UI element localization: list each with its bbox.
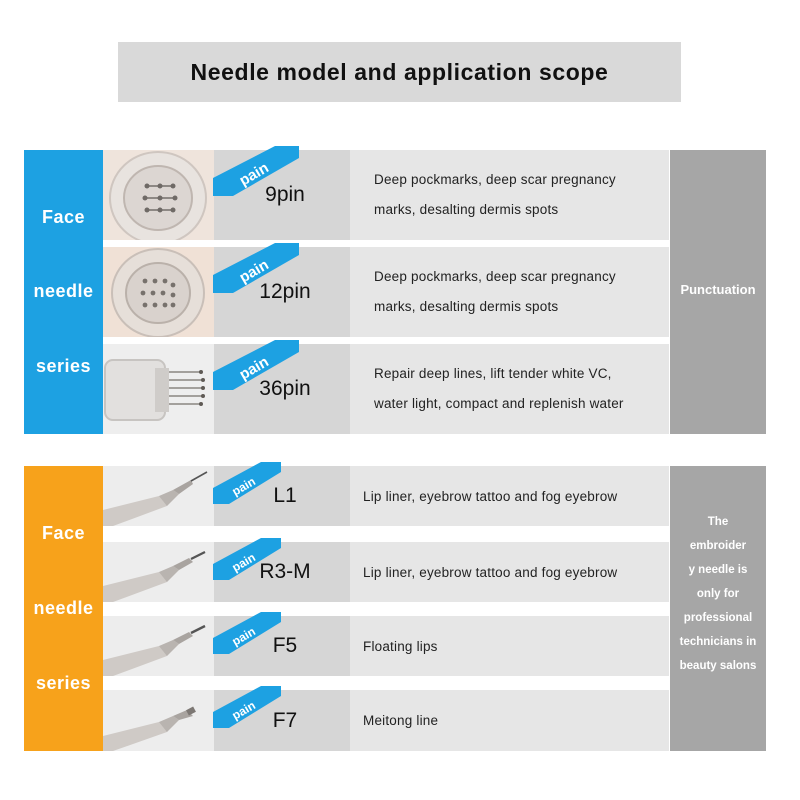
series-label	[24, 466, 103, 751]
application-desc	[350, 690, 669, 751]
desc-line: Lip liner, eyebrow tattoo and fog eyebrow	[363, 564, 618, 580]
needle-model: R3-M	[214, 542, 350, 602]
desc-line: Repair deep lines, lift tender white VC,	[374, 366, 612, 381]
series-label-word: Face	[41, 523, 86, 543]
desc-line: water light, compact and replenish water	[374, 396, 624, 411]
face-needle-series-embroidery	[24, 466, 766, 751]
pain-tag-text: pain	[229, 624, 258, 649]
pain-tag-icon	[209, 243, 299, 303]
desc-line: Lip liner, eyebrow tattoo and fog eyebrow	[363, 488, 618, 504]
pain-tag-text: pain	[229, 474, 258, 499]
needle-model: F5	[214, 616, 350, 676]
needle-model: 9pin	[214, 150, 350, 240]
application-desc	[350, 542, 669, 602]
application-desc	[350, 150, 669, 240]
pain-tag-text: pain	[229, 698, 258, 723]
page-title: Needle model and application scope	[118, 42, 681, 102]
application-scope-note: Punctuation	[670, 150, 766, 434]
series-label-word: needle	[33, 281, 94, 302]
pain-tag-text: pain	[236, 159, 272, 190]
needle-cartridge-image	[103, 690, 214, 751]
scope-line: embroider	[689, 539, 747, 552]
desc-line: Deep pockmarks, deep scar pregnancy	[374, 172, 616, 187]
scope-line: y needle is	[688, 563, 748, 576]
application-desc	[350, 247, 669, 337]
needle-cartridge-image	[103, 616, 214, 676]
pain-tag-icon	[209, 340, 299, 400]
pain-tag-icon	[209, 538, 281, 588]
needle-row	[103, 616, 669, 676]
series-label	[24, 150, 103, 434]
needle-row	[103, 150, 669, 240]
series-label-word: series	[35, 673, 92, 693]
needle-cartridge-image	[103, 542, 214, 602]
scope-line: only for	[696, 587, 740, 600]
pain-tag-icon	[209, 462, 281, 512]
scope-line: professional	[683, 611, 753, 624]
pain-tag-text: pain	[236, 353, 272, 384]
needle-row	[103, 690, 669, 751]
face-needle-series-round	[24, 150, 766, 434]
desc-line: marks, desalting dermis spots	[374, 202, 559, 217]
desc-line: Deep pockmarks, deep scar pregnancy	[374, 269, 616, 284]
pain-tag-icon	[209, 146, 299, 206]
needle-model: F7	[214, 690, 350, 751]
desc-line: Meitong line	[363, 713, 439, 728]
application-desc	[350, 344, 669, 434]
application-desc	[350, 466, 669, 526]
series-label-word: Face	[41, 206, 86, 227]
scope-line: technicians in	[679, 635, 757, 648]
series-label-word: series	[35, 356, 92, 377]
needle-row	[103, 466, 669, 526]
pain-tag-icon	[209, 612, 281, 662]
needle-cartridge-image	[103, 344, 214, 434]
pain-tag-icon	[209, 686, 281, 736]
needle-row	[103, 344, 669, 434]
needle-model: 36pin	[214, 344, 350, 434]
needle-row	[103, 542, 669, 602]
series-label-word: needle	[33, 598, 94, 618]
application-desc	[350, 616, 669, 676]
needle-row	[103, 247, 669, 337]
application-scope-note	[670, 466, 766, 751]
pain-tag-text: pain	[236, 256, 272, 287]
needle-cartridge-image	[103, 150, 214, 240]
scope-line: The	[707, 515, 729, 528]
pain-tag-text: pain	[229, 550, 258, 575]
needle-cartridge-image	[103, 247, 214, 337]
needle-cartridge-image	[103, 466, 214, 526]
scope-line: beauty salons	[679, 659, 757, 672]
desc-line: marks, desalting dermis spots	[374, 299, 559, 314]
desc-line: Floating lips	[363, 638, 438, 654]
needle-model: L1	[214, 466, 350, 526]
needle-model: 12pin	[214, 247, 350, 337]
